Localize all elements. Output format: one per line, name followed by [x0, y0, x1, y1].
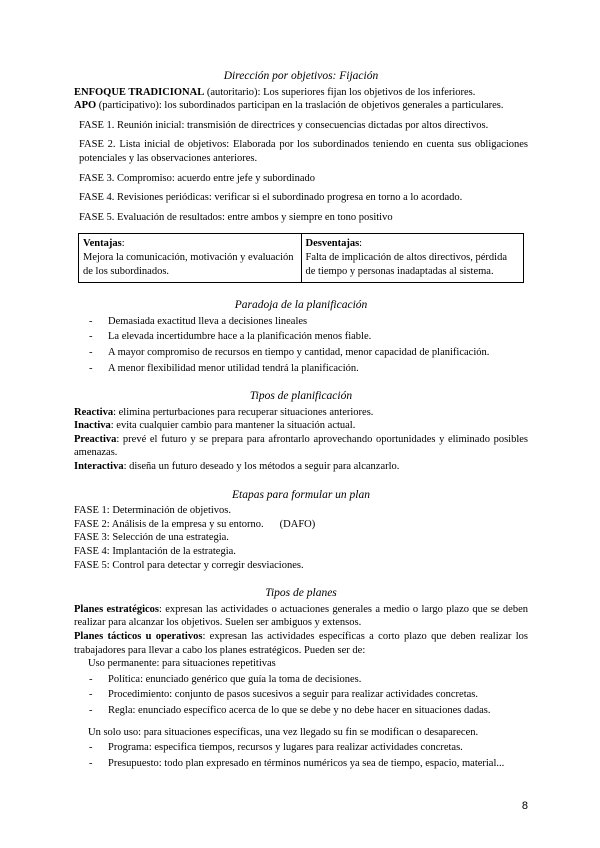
planes-tacticos: Planes tácticos u operativos: expresan las actividades específicas a corto plazo que deben realizar los trabajadores para llevar a cabo los planes estratégicos. Pueden ser de:	[74, 631, 528, 656]
ventajas-cell: Ventajas: Mejora la comunicación, motivación y evaluación de los subordinados.	[79, 234, 302, 283]
list-item: - A mayor compromiso de recursos en tiempo y cantidad, menor capacidad de planificación.	[74, 346, 528, 360]
inactiva: Inactiva: evita cualquier cambio para mantener la situación actual.	[74, 420, 356, 432]
section-title-paradoja: Paradoja de la planificación	[234, 299, 368, 312]
fase-item: FASE 5. Evaluación de resultados: entre ambos y siempre en tono positivo	[79, 211, 393, 223]
list-item: - Regla: enunciado específico acerca de lo que se debe y no debe hacer en situaciones dadas.	[74, 704, 528, 718]
reactiva: Reactiva: elimina perturbaciones para recuperar situaciones anteriores.	[74, 406, 374, 418]
planes-estrategicos: Planes estratégicos: expresan las actividades o actuaciones generales a medio o largo plazo que se deben realizar para alcanzar los objetivos. Suelen ser ambiguos y extensos.	[74, 603, 528, 629]
section-title-etapas: Etapas para formular un plan	[231, 488, 370, 501]
ventajas-desventajas-table	[78, 233, 524, 283]
etapa-item: FASE 5: Control para detectar y corregir desviaciones.	[74, 559, 304, 571]
apo: APO (participativo): los subordinados participan en la traslación de objetivos generales a particulares.	[74, 100, 504, 112]
fase-item: FASE 3. Compromiso: acuerdo entre jefe y subordinado	[79, 172, 316, 184]
etapa-item: FASE 1: Determinación de objetivos.	[74, 505, 231, 517]
list-item: - A menor flexibilidad menor utilidad tendrá la planificación.	[74, 362, 528, 376]
etapa-item: FASE 4: Implantación de la estrategia.	[74, 546, 236, 558]
fase-item: FASE 4. Revisiones periódicas: verificar si el subordinado progresa en torno a lo acordado.	[79, 192, 463, 204]
page-number: 8	[521, 800, 528, 812]
fase-item: FASE 2. Lista inicial de objetivos: Elaborada por los subordinados teniendo en cuenta sus obligaciones potenciales y las observaciones anteriores.	[79, 139, 528, 164]
section-title-tipos-planificacion: Tipos de planificación	[249, 390, 353, 403]
permanente-list	[74, 673, 528, 718]
desventajas-cell: Desventajas: Falta de implicación de altos directivos, pérdida de tiempo y personas inadaptadas al sistema.	[301, 234, 524, 283]
fase-item: FASE 1. Reunión inicial: transmisión de directrices y consecuencias dictadas por altos directivos.	[79, 119, 489, 131]
paradoja-list	[74, 315, 528, 375]
list-item: - Programa: especifica tiempos, recursos y lugares para realizar actividades concretas.	[74, 741, 528, 755]
section-title-fijacion: Dirección por objetivos: Fijación	[223, 70, 379, 82]
section-title-tipos-planes: Tipos de planes	[265, 587, 337, 600]
uso-permanente: Uso permanente: para situaciones repetitivas	[88, 658, 276, 670]
solo-uso-list	[74, 741, 528, 770]
etapa-item: FASE 2: Análisis de la empresa y su entorno. (DAFO)	[74, 518, 316, 530]
document-page	[74, 70, 528, 772]
preactiva: Preactiva: prevé el futuro y se prepara para afrontarlo aprovechando oportunidades y eliminado posibles amenazas.	[74, 433, 528, 459]
interactiva: Interactiva: diseña un futuro deseado y los métodos a seguir para alcanzarlo.	[74, 461, 400, 473]
list-item: - Presupuesto: todo plan expresado en términos numéricos ya sea de tiempo, espacio, material...	[74, 757, 528, 771]
list-item: - Demasiada exactitud lleva a decisiones lineales	[74, 315, 528, 329]
dafo-note: (DAFO)	[279, 518, 316, 530]
enfoque-tradicional: ENFOQUE TRADICIONAL (autoritario): Los superiores fijan los objetivos de los inferiores.	[74, 86, 476, 98]
list-item: - Política: enunciado genérico que guía la toma de decisiones.	[74, 673, 528, 687]
etapa-item: FASE 3: Selección de una estrategia.	[74, 532, 229, 544]
list-item: - Procedimiento: conjunto de pasos sucesivos a seguir para realizar actividades concretas.	[74, 688, 528, 702]
list-item: - La elevada incertidumbre hace a la planificación menos fiable.	[74, 330, 528, 344]
un-solo-uso: Un solo uso: para situaciones específicas, una vez llegado su fin se modifican o desaparecen.	[88, 726, 479, 738]
